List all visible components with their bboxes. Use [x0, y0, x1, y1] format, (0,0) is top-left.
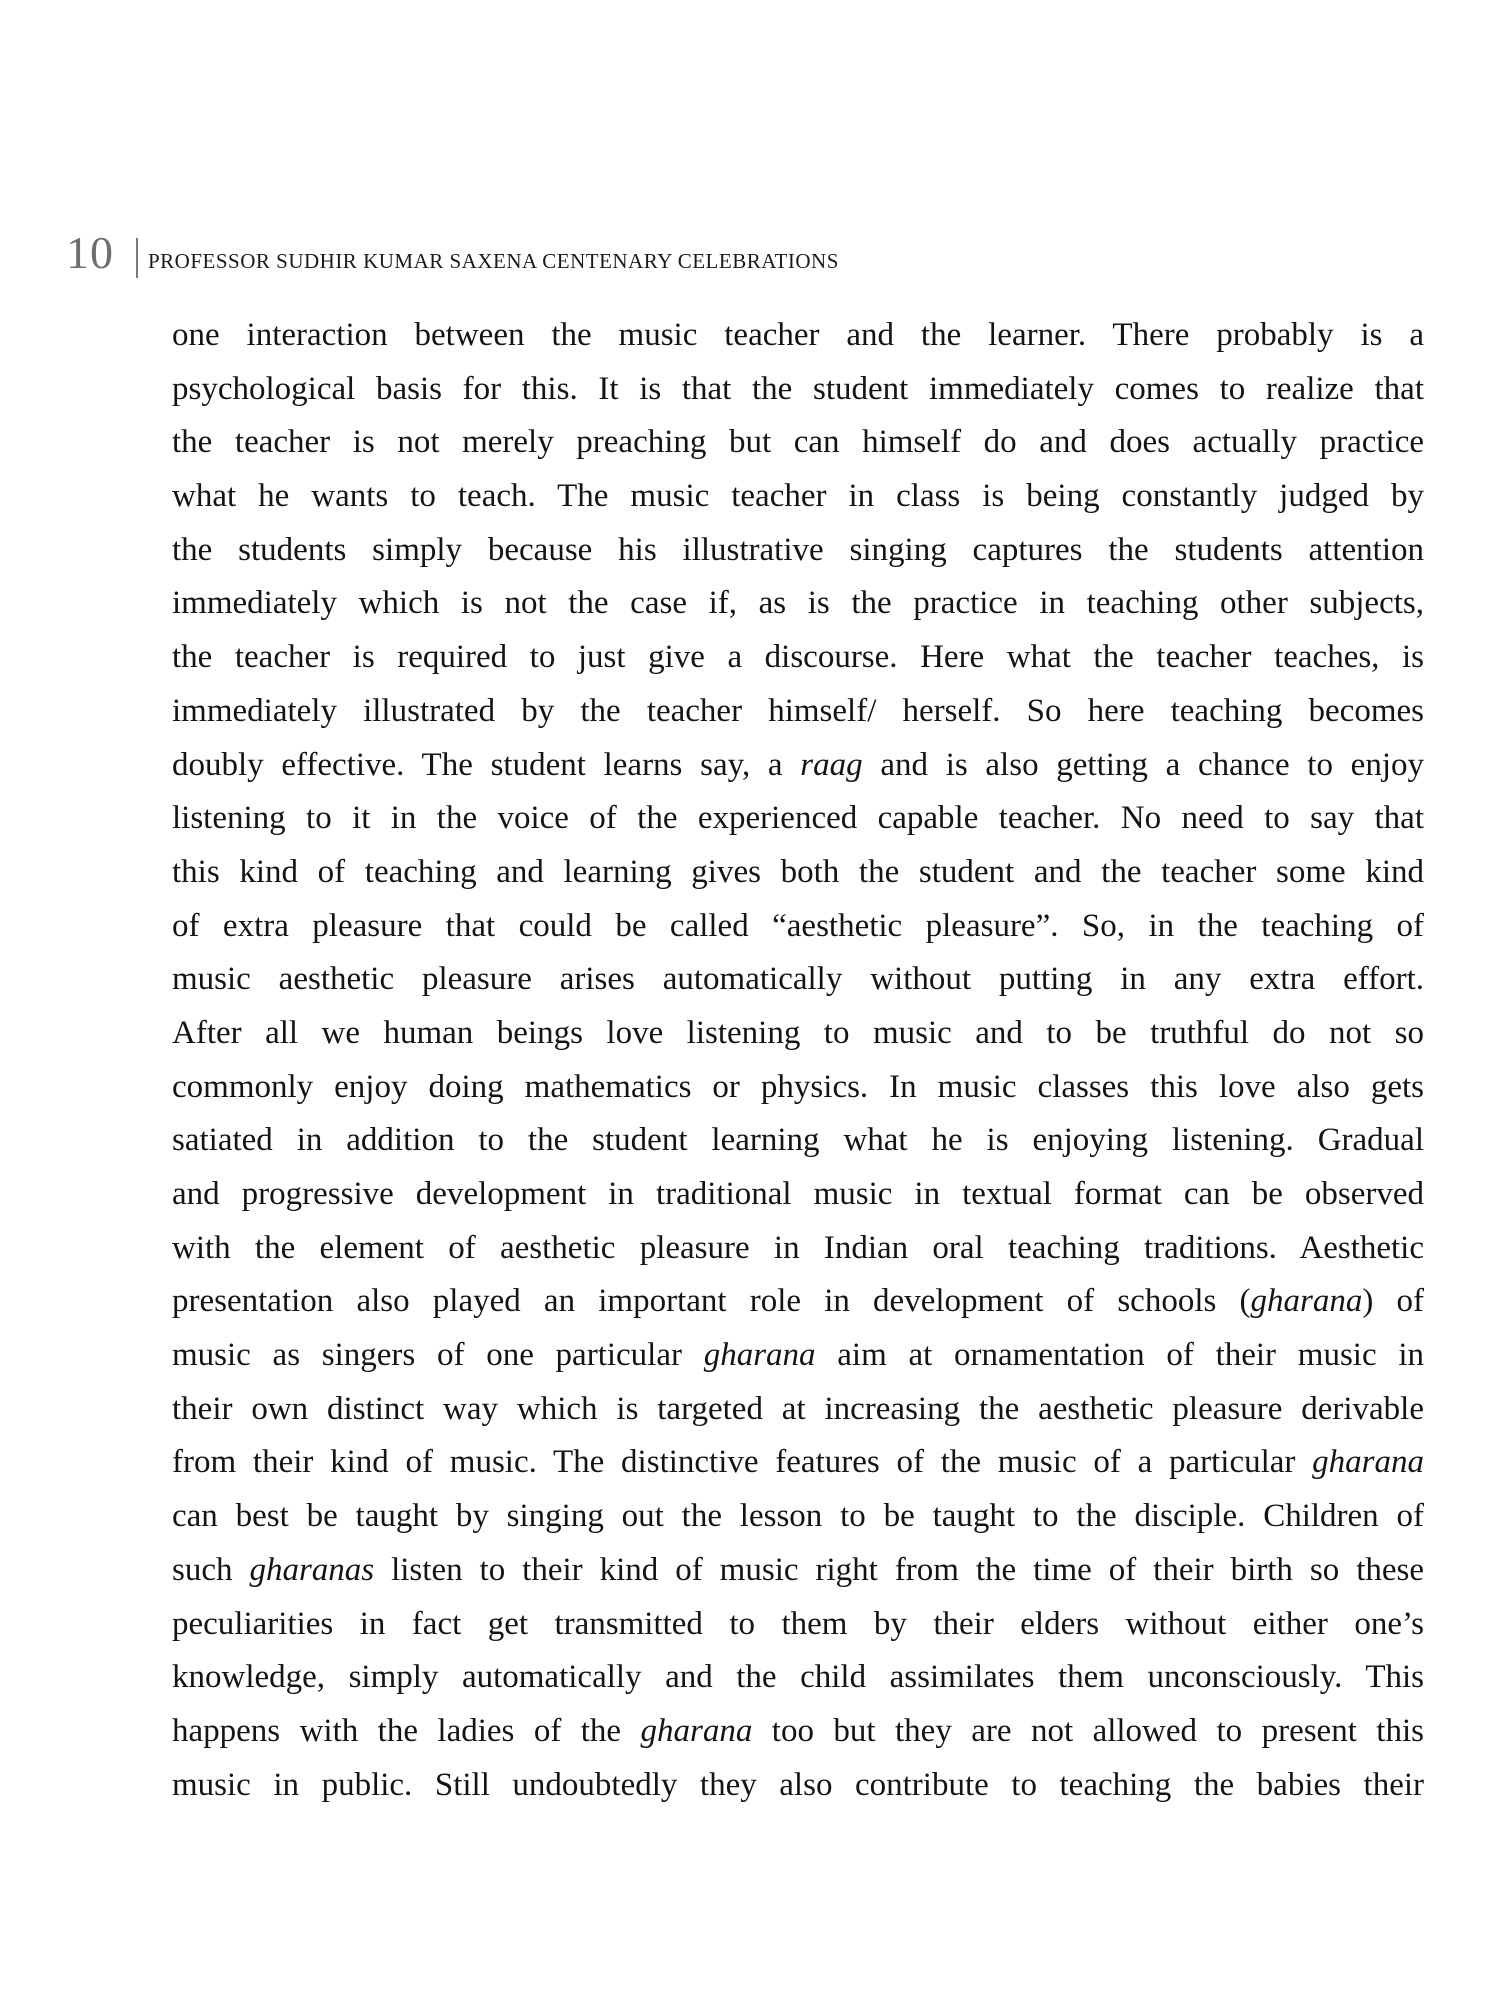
text-segment: music aesthetic pleasure arises automatically without putting in any extra effort. [172, 961, 1424, 998]
text-segment: with the element of aesthetic pleasure in Indian oral teaching traditions. Aesthetic [172, 1229, 1424, 1266]
text-segment: the students simply because his illustrative singing captures the students attention [172, 531, 1424, 568]
text-segment: psychological basis for this. It is that the student immediately comes to realize that [172, 370, 1424, 407]
text-line [172, 1329, 1424, 1383]
text-line [172, 953, 1424, 1007]
text-segment: ) of [1362, 1283, 1424, 1320]
text-segment: the teacher is required to just give a discourse. Here what the teacher teaches, is [172, 639, 1424, 676]
text-line [172, 416, 1424, 470]
text-segment: and is also getting a chance to enjoy [862, 746, 1424, 783]
running-head [66, 228, 839, 276]
text-segment: too but they are not allowed to present this [752, 1712, 1424, 1749]
text-segment: and progressive development in traditional music in textual format can be observed [172, 1176, 1424, 1212]
text-line [172, 309, 1424, 363]
text-line [172, 1598, 1424, 1652]
text-segment: satiated in addition to the student learning what he is enjoying listening. Gradual [172, 1122, 1424, 1159]
text-line [172, 1275, 1424, 1329]
text-segment: commonly enjoy doing mathematics or physics. In music classes this love also gets [172, 1068, 1424, 1105]
text-line [172, 846, 1424, 900]
text-segment: After all we human beings love listening to music and to be truthful do not so [172, 1014, 1424, 1051]
text-line [172, 1759, 1424, 1813]
text-segment: one interaction between the music teacher and the learner. There probably is a [172, 317, 1424, 353]
text-line [172, 685, 1424, 739]
text-segment: this kind of teaching and learning gives both the student and the teacher some kind [172, 853, 1424, 890]
text-line [172, 900, 1424, 954]
text-line [172, 1383, 1424, 1437]
italic-term: gharanas [249, 1551, 375, 1588]
text-line [172, 792, 1424, 846]
text-line [172, 1114, 1424, 1168]
text-line [172, 1651, 1424, 1705]
text-segment: the teacher is not merely preaching but can himself do and does actually practice [172, 424, 1424, 461]
page-number: 10 [66, 227, 114, 278]
text-line [172, 1007, 1424, 1061]
running-title: PROFESSOR SUDHIR KUMAR SAXENA CENTENARY CELEBRATIONS [148, 249, 839, 273]
text-line [172, 1544, 1424, 1598]
italic-term: gharana [1312, 1444, 1424, 1481]
text-segment: presentation also played an important role in development of schools ( [172, 1283, 1251, 1320]
text-line [172, 1168, 1424, 1222]
italic-term: gharana [703, 1337, 816, 1374]
text-segment: can best be taught by singing out the lesson to be taught to the disciple. Children of [172, 1498, 1424, 1535]
text-segment: immediately which is not the case if, as is the practice in teaching other subjects, [172, 585, 1424, 622]
text-segment: such [172, 1551, 250, 1588]
text-segment: of extra pleasure that could be called “aesthetic pleasure”. So, in the teaching of [172, 907, 1424, 944]
text-line [172, 470, 1424, 524]
text-segment: aim at ornamentation of their music in [815, 1337, 1424, 1374]
text-line [172, 363, 1424, 417]
text-segment: their own distinct way which is targeted at increasing the aesthetic pleasure derivable [172, 1390, 1424, 1427]
text-line [172, 739, 1424, 793]
text-line [172, 1436, 1424, 1490]
text-segment: immediately illustrated by the teacher himself/ herself. So here teaching becomes [172, 692, 1424, 729]
text-line [172, 1222, 1424, 1276]
text-line [172, 577, 1424, 631]
text-segment: peculiarities in fact get transmitted to them by their elders without either one’s [172, 1605, 1424, 1642]
text-segment: music as singers of one particular [172, 1337, 704, 1374]
italic-term: gharana [1250, 1283, 1363, 1320]
text-segment: listen to their kind of music right from the time of their birth so these [374, 1551, 1424, 1588]
text-line [172, 631, 1424, 685]
italic-term: raag [800, 746, 863, 783]
text-segment: music in public. Still undoubtedly they also contribute to teaching the babies their [172, 1766, 1424, 1803]
text-segment: listening to it in the voice of the experienced capable teacher. No need to say that [172, 800, 1424, 837]
text-segment: from their kind of music. The distinctive features of the music of a particular [172, 1444, 1313, 1481]
text-segment: happens with the ladies of the [172, 1712, 641, 1749]
body-text [172, 309, 1424, 1812]
text-line [172, 1705, 1424, 1759]
italic-term: gharana [640, 1712, 753, 1749]
text-line [172, 1490, 1424, 1544]
text-line [172, 1061, 1424, 1115]
text-segment: what he wants to teach. The music teacher in class is being constantly judged by [172, 478, 1424, 515]
text-line [172, 524, 1424, 578]
text-segment: knowledge, simply automatically and the child assimilates them unconsciously. This [172, 1659, 1424, 1696]
header-divider [136, 238, 138, 278]
text-segment: doubly effective. The student learns say, a [172, 746, 801, 783]
